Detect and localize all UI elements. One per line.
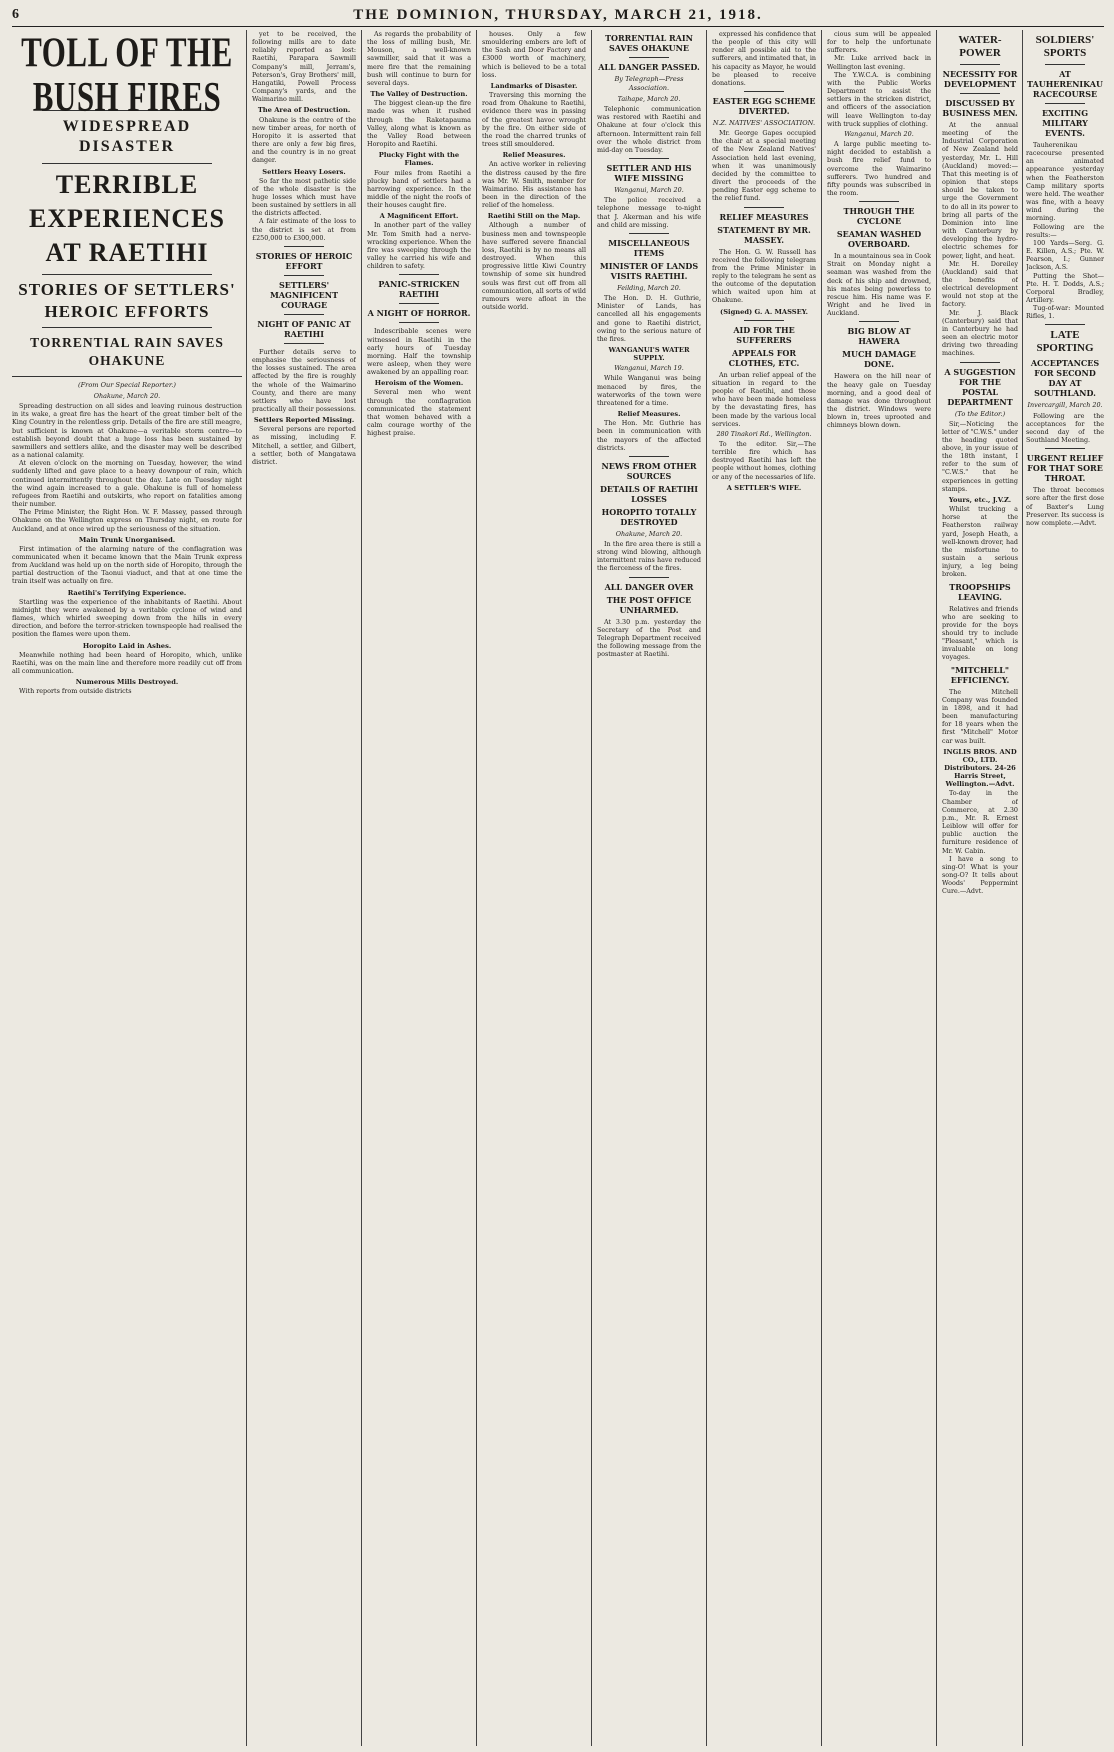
article-paragraph: In the fire area there is still a strong wind blowing, although intermittent rains have reduced the fierceness of the fires.: [597, 540, 701, 573]
article-paragraph: So far the most pathetic side of the whole disaster is the huge losses which must have been sustained by settlers in all the districts affected.: [252, 176, 356, 218]
article-paragraph: 100 Yards—Serg. G. E. Killen, A.S.; Pte. W. Pearson, I.; Gunner Jackson, A.S.: [1026, 238, 1104, 272]
headline-panic-stricken-raetihi: PANIC-STRICKEN RAETIHI: [378, 279, 460, 300]
masthead: [12, 4, 1104, 27]
article-paragraph: While Wanganui was being menaced by fires, the waterworks of the town were threatened for a time.: [597, 374, 701, 407]
headline-stories-of-heroic-effort: STORIES OF HEROIC EFFORT: [255, 250, 353, 271]
headline-terrible-experiences: TERRIBLE EXPERIENCES AT RAETIHI: [29, 170, 225, 267]
column-5: [597, 30, 701, 1746]
article-paragraph: With reports from outside districts: [19, 687, 132, 696]
article-paragraph: Further details serve to emphasise the seriousness of the losses sustained. The area affected by the fire is roughly the whole of the Waimarino County, and there are many settlers who have lost practically all their possessions.: [252, 347, 356, 413]
dateline: Wanganui, March 20.: [844, 129, 914, 138]
headline-through-cyclone: THROUGH THE CYCLONE: [843, 206, 915, 227]
article-paragraph: As regards the probability of the loss of milling bush, Mr. Mouson, a well-known sawmiller, said that it was a mere fire that the remaining bush will continue to burn for several days.: [367, 30, 471, 87]
headline-easter-egg: EASTER EGG SCHEME DIVERTED.: [712, 96, 816, 117]
headline-all-danger-over: ALL DANGER OVER: [604, 581, 694, 592]
article-paragraph: Mr. George Gapes occupied the chair at a special meeting of the New Zealand Natives' Association held last evening, when it was unanimously decided by the committee to divert the proceeds of the pending Easter egg scheme to the relief fund.: [712, 129, 816, 203]
advertisement: I have a song to sing-O! What is your song-O? It tells about Woods' Peppermint Cure.—Advt.: [942, 854, 1018, 896]
headline-big-blow-hawera: BIG BLOW AT HAWERA: [847, 326, 911, 347]
headline-minister-visits: MINISTER OF LANDS VISITS RAETIHI.: [599, 260, 699, 281]
article-paragraph: Putting the Shot—Pte. H. T. Dodds, A.S.; Corporal Bradley, Artillery.: [1026, 271, 1104, 304]
dateline: Wanganui, March 20.: [614, 186, 684, 195]
sidehead: Raetihi Still on the Map.: [487, 212, 581, 221]
article-paragraph: To the editor. Sir,—The terrible fire which has destroyed Raetihi has left the people without homes, clothing or any of the necessaries of life.: [712, 440, 816, 481]
sidehead: The Valley of Destruction.: [370, 90, 468, 99]
dateline: Invercargill, March 20.: [1027, 401, 1103, 410]
article-paragraph: An urban relief appeal of the situation in regard to the people of Raetihi, and those who have been made homeless by the devastating fires, has been made by the various local services.: [712, 370, 816, 428]
article-paragraph: Relatives and friends who are seeking to provide for the boys should try to include "Pleasant," which is invaluable on long voyages.: [942, 604, 1018, 662]
headline-miscellaneous: MISCELLANEOUS ITEMS: [608, 237, 690, 258]
headline-troopships: TROOPSHIPS LEAVING.: [949, 581, 1011, 602]
article-paragraph: Ohakune is the centre of the new timber areas, for north of Horopito it is asserted that there are only a few big fires, and the country is in no great danger.: [252, 115, 356, 165]
article-paragraph: In a mountainous sea in Cook Strait on Monday night a seaman was washed from the deck of his ship and drowned, his mates being powerless to rescue him. His name was F. Wright and he lived in Auckland.: [827, 252, 931, 318]
headline-water-power: WATER-POWER: [958, 34, 1002, 59]
article-paragraph: Tauherenikau racecourse presented an animated appearance yesterday when the Featherston Camp military sports were held. The weather was fine, with a heavy wind during the morning.: [1026, 141, 1104, 223]
headline-news-other-sources: NEWS FROM OTHER SOURCES: [601, 460, 697, 481]
headline-horopito-destroyed: HOROPITO TOTALLY DESTROYED: [601, 506, 697, 527]
article-paragraph: Following are the acceptances for the second day of the Southland Meeting.: [1026, 411, 1104, 445]
dateline: Ohakune, March 20.: [93, 392, 161, 400]
article-paragraph: Sir,—Noticing the letter of "C.W.S." under the heading quoted above, in your issue of the 18th instant, I refer to the sum of "C.W.S." that he experiences in getting stamps.: [942, 419, 1018, 493]
advertisement: The throat becomes sore after the first dose of Baxter's Lung Preserver. Its success is now complete.—Advt.: [1026, 486, 1104, 527]
headline-stories-of-settlers: STORIES OF SETTLERS' HEROIC EFFORTS: [18, 280, 236, 321]
sidehead: Heroism of the Women.: [374, 379, 464, 388]
article-paragraph: Mr. J. Black (Canterbury) said that in Canterbury he had seen an electric motor driving two threading machines.: [942, 308, 1018, 358]
article-paragraph: First intimation of the alarming nature of the conflagration was communicated when it became known that the Main Trunk express from Auckland was held up on the north side of Horopito, through the partial destruction of the Taonui viaduct, and that at one time the train itself was actually on fire.: [12, 544, 242, 586]
article-paragraph: The Hon. G. W. Russell has received the following telegram from the Prime Minister in reply to the telegram he sent as the outcome of the deputation which waited upon him at Ohakune.: [712, 247, 816, 305]
article-paragraph: Hawera on the hill near of the heavy gale on Tuesday morning, and a good deal of damage was done throughout the district. Windows were blown in, trees uprooted and chimneys blown down.: [827, 372, 931, 430]
article-paragraph: At the annual meeting of the Industrial Corporation of New Zealand held yesterday, Mr. L. Hill (Auckland) moved:—That this meeting is of opinion that steps should be taken to urge the Government to do all in its power to bring all parts of the Dominion into line with Canterbury by developing the hydro-electric schemes for power, light, and heat.: [942, 121, 1018, 260]
columns: [12, 30, 1104, 1746]
headline-details-losses: DETAILS OF RAETIHI LOSSES: [599, 483, 699, 504]
headline-aid-sufferers: AID FOR THE SUFFERERS: [733, 324, 795, 345]
headline-military-events: EXCITING MILITARY EVENTS.: [1041, 108, 1089, 138]
column-2: [252, 30, 356, 1746]
article-paragraph: Tug-of-war: Mounted Rifles, 1.: [1026, 304, 1104, 321]
page-number: 6: [12, 7, 19, 22]
sidehead: Settlers Heavy Losers.: [262, 167, 346, 176]
column-9: [1026, 30, 1104, 1746]
article-paragraph: The Hon. D. H. Guthrie, Minister of Lands, has cancelled all his engagements and gone to Raetihi district, owing to the serious nature of the fires.: [597, 294, 701, 343]
headline-widespread-disaster: WIDESPREAD DISASTER: [62, 118, 192, 155]
signature: (Signed) G. A. MASSEY.: [720, 307, 808, 316]
headline-all-danger-passed: ALL DANGER PASSED.: [598, 62, 700, 72]
headline-statement-massey: STATEMENT BY MR. MASSEY.: [717, 224, 811, 245]
sidehead: A Magnificent Effort.: [379, 212, 459, 221]
article-paragraph: Traversing this morning the road from Ohakune to Raetihi, evidence there was in passing of the greatest havoc wrought by the fire. On either side of the road the charred trunks of trees still smouldered.: [482, 91, 586, 149]
headline-much-damage: MUCH DAMAGE DONE.: [842, 349, 916, 370]
article-paragraph: Telephonic communication was restored with Raetihi and Ohakune at four o'clock this afternoon. Intermittent rain fell over the whole district from mid-day on Tuesday.: [597, 105, 701, 154]
article-paragraph: Four miles from Raetihi a plucky band of settlers had a harrowing experience. In the middle of the night the roofs of their houses caught fire.: [367, 168, 471, 210]
sidehead: Relief Measures.: [617, 410, 681, 419]
column-6: [712, 30, 816, 1746]
article-paragraph: An active worker in relieving the distress caused by the fire was Mr. W. Smith, member for Waimarino. His assistance has been in the direction of the relief of the homeless.: [482, 160, 586, 210]
dateline: Taihape, March 20.: [617, 95, 681, 103]
sidehead: Plucky Fight with the Flames.: [378, 151, 460, 168]
article-paragraph: Several men who went through the conflagration communicated the statement that women behaved with a calm courage worthy of the highest praise.: [367, 388, 471, 438]
headline-night-of-horror: A NIGHT OF HORROR.: [367, 308, 471, 319]
article-paragraph: Following are the results:—: [1026, 222, 1104, 239]
article-paragraph: Whilst trucking a horse at the Featherston railway yard, Joseph Heath, a well-known drover, had the misfortune to sustain a serious injury, a leg being broken.: [942, 505, 1018, 579]
column-3: [367, 30, 471, 1746]
article-paragraph: The biggest clean-up the fire made was when it rushed through the Raketapauma Valley, along what is known as the Valley Road between Horopito and Raetihi.: [367, 99, 471, 149]
headline-acceptances: ACCEPTANCES FOR SECOND DAY AT SOUTHLAND.: [1030, 358, 1100, 399]
sidehead: Horopito Laid in Ashes.: [82, 641, 172, 650]
headline-late-sporting: LATE SPORTING: [1036, 329, 1094, 355]
article-paragraph: Although a number of business men and townspeople have suffered severe financial loss, Raetihi is by no means all destroyed. When this progressive little Kiwi Country township of some six hundred souls was first cut off from all communication, all sorts of wild rumours were afloat in the outside world.: [482, 221, 586, 311]
headline-post-office: THE POST OFFICE UNHARMED.: [606, 594, 692, 615]
dateline: Feilding, March 20.: [617, 283, 681, 292]
article-paragraph: The Y.W.C.A. is combining with the Public Works Department to assist the settlers in the stricken district, and officers of the association will leave Wellington to-day with truck supplies of clothing.: [827, 70, 931, 128]
sidehead: The Area of Destruction.: [257, 106, 351, 115]
article-paragraph: Startling was the experience of the inhabitants of Raetihi. About midnight they were awakened by a veritable cyclone of wind and flames, which whirled sweeping down from the hills in every direction, and before the terror-stricken townspeople had realised the position the flames were upon them.: [12, 597, 242, 639]
column-1: [12, 30, 242, 1746]
article-paragraph: Mr. H. Doreiley (Auckland) said that the benefits of electrical development would not stop at the factory.: [942, 259, 1018, 309]
article-paragraph: To-day in the Chamber of Commerce, at 2.30 p.m., Mr. R. Ernest Leiblow will offer for public auction the furniture residence of Mr. W. Cabin.: [942, 789, 1018, 855]
headline-main: TOLL OF THE BUSH FIRES: [21, 30, 233, 121]
article-paragraph: Several persons are reported as missing, including F. Mitchell, a settler, and Gilbert, a settler, both of Mangatawa district.: [252, 425, 356, 466]
article-paragraph: yet to be received, the following mills are to date reliably reported as lost: Raetihi, Parapara Sawmill Company's mill, Jerram's, Peterson's, Gray Brothers' mill, Hangatiki, Powell Process Company's yards, and the Waimarino mill.: [252, 30, 356, 104]
article-paragraph: The Mitchell Company was founded in 1898, and it had been manufacturing for 18 years when the first "Mitchell" Motor car was built.: [942, 687, 1018, 745]
headline-sore-throat: URGENT RELIEF FOR THAT SORE THROAT.: [1026, 453, 1104, 484]
article-paragraph: Meanwhile nothing had been heard of Horopito, which, unlike Raetihi, was on the main line and therefore more readily cut off from all communication.: [12, 650, 242, 675]
sidehead: Settlers Reported Missing.: [253, 416, 355, 425]
article-paragraph: houses. Only a few smouldering embers are left of the Sash and Door Factory and £3000 worth of machinery, which is believed to be a total loss.: [482, 30, 586, 79]
headline-settler-missing: SETTLER AND HIS WIFE MISSING: [606, 163, 692, 184]
article-paragraph: Indescribable scenes were witnessed in Raetihi in the early hours of Tuesday morning. Half the township were asleep, when they were awakened by an appalling roar.: [367, 327, 471, 377]
article-paragraph: Spreading destruction on all sides and leaving ruinous destruction in its wake, a great fire has the heart of the great timber belt of the King Country in the relentless grip. Details of the fire are still meagre, but sufficient is known at Ohakune—a veritable storm centre—to establish beyond doubt that a huge loss has been sustained by sawmillers and settlers alike, and the disaster may well be described as a national calamity.: [12, 402, 242, 460]
column-4: [482, 30, 586, 1746]
headline-tauherenikau: AT TAUHERENIKAU RACECOURSE: [1027, 69, 1103, 99]
headline-appeals-clothes: APPEALS FOR CLOTHES, ETC.: [728, 347, 800, 368]
byline: (From Our Special Reporter.): [78, 381, 176, 389]
headline-business-men: DISCUSSED BY BUSINESS MEN.: [942, 98, 1018, 118]
headline-torrential-rain: TORRENTIAL RAIN SAVES OHAKUNE: [30, 335, 224, 368]
headline-settlers-courage: SETTLERS' MAGNIFICENT COURAGE: [269, 279, 339, 310]
sidehead: Relief Measures.: [502, 151, 566, 160]
dateline: Wanganui, March 19.: [614, 364, 684, 373]
article-paragraph: The Prime Minister, the Right Hon. W. F. Massey, passed through Ohakune on the Wellington express on Thursday night, en route for Auckland, and at once wired up the seriousness of the situation.: [12, 508, 242, 533]
article-paragraph: A large public meeting to-night decided to establish a bush fire relief fund to overcome the Waimarino sufferers. Two hundred and fifty pounds was subscribed in the room.: [827, 140, 931, 197]
headline-postal-suggestion: A SUGGESTION FOR THE POSTAL DEPARTMENT: [944, 366, 1016, 407]
sidehead: Numerous Mills Destroyed.: [75, 678, 179, 687]
headline-torrential-rain-col: TORRENTIAL RAIN SAVES OHAKUNE: [605, 33, 693, 53]
headline-mitchell: "MITCHELL" EFFICIENCY.: [950, 664, 1010, 685]
headline-necessity-development: NECESSITY FOR DEVELOPMENT: [942, 69, 1018, 89]
article-paragraph: cious sum will be appealed for to help the unfortunate sufferers.: [827, 30, 931, 55]
signature: A SETTLER'S WIFE.: [726, 483, 802, 492]
headline-soldiers-sports: SOLDIERS' SPORTS: [1035, 34, 1095, 59]
article-paragraph: At eleven o'clock on the morning on Tuesday, however, the wind suddenly lifted and gave place to a heavy downpour of rain, which continued intermittently throughout the day. Late on Tuesday night the wind again increased to a gale. Ohakune is full of homeless refugees from Raetihi and outskirts, who report on fatalities among their number.: [12, 459, 242, 509]
signature: Yours, etc., J.V.Z.: [948, 495, 1012, 504]
to-the-editor: (To the Editor.): [954, 409, 1006, 418]
letter-address: 280 Tinakori Rd., Wellington.: [716, 429, 812, 438]
headline-night-of-panic: NIGHT OF PANIC AT RAETIHI: [257, 318, 351, 339]
masthead-title: THE DOMINION, THURSDAY, MARCH 21, 1918.: [353, 6, 763, 23]
column-8: [942, 30, 1018, 1746]
article-paragraph: expressed his confidence that the people of this city will render all possible aid to the sufferers, and intimated that, in his capacity as Mayor, he would be pleased to receive donations.: [712, 30, 816, 87]
article-paragraph: Mr. Luke arrived back in Wellington last evening.: [827, 54, 931, 71]
byline: By Telegraph—Press Association.: [614, 75, 684, 92]
article-paragraph: At 3.30 p.m. yesterday the Secretary of the Post and Telegraph Department received the following message from the postmaster at Raetihi.: [597, 617, 701, 659]
article-paragraph: The police received a telephone message to-night that J. Akerman and his wife and child are missing.: [597, 196, 701, 229]
sidehead: WANGANUI'S WATER SUPPLY.: [608, 345, 690, 363]
sidehead: Raetihi's Terrifying Experience.: [67, 588, 187, 597]
sidehead: Main Trunk Unorganised.: [78, 535, 176, 544]
column-7: [827, 30, 931, 1746]
article-paragraph: A fair estimate of the loss to the district is set at from £250,000 to £300,000.: [252, 217, 356, 242]
advertisement: INGLIS BROS. AND CO., LTD. Distributors. 24-26 Harris Street, Wellington.—Advt.: [943, 747, 1017, 789]
headline-seaman-overboard: SEAMAN WASHED OVERBOARD.: [836, 229, 922, 250]
headline-relief-measures: RELIEF MEASURES: [719, 211, 809, 222]
dateline: Ohakune, March 20.: [615, 529, 683, 538]
byline: N.Z. NATIVES' ASSOCIATION.: [712, 119, 816, 128]
sidehead: Landmarks of Disaster.: [490, 81, 578, 90]
article-paragraph: The Hon. Mr. Guthrie has been in communication with the mayors of the affected districts.: [597, 419, 701, 452]
article-paragraph: In another part of the valley Mr. Tom Smith had a nerve-wracking experience. When the fire was sweeping through the valley he carried his wife and children to safety.: [367, 221, 471, 271]
